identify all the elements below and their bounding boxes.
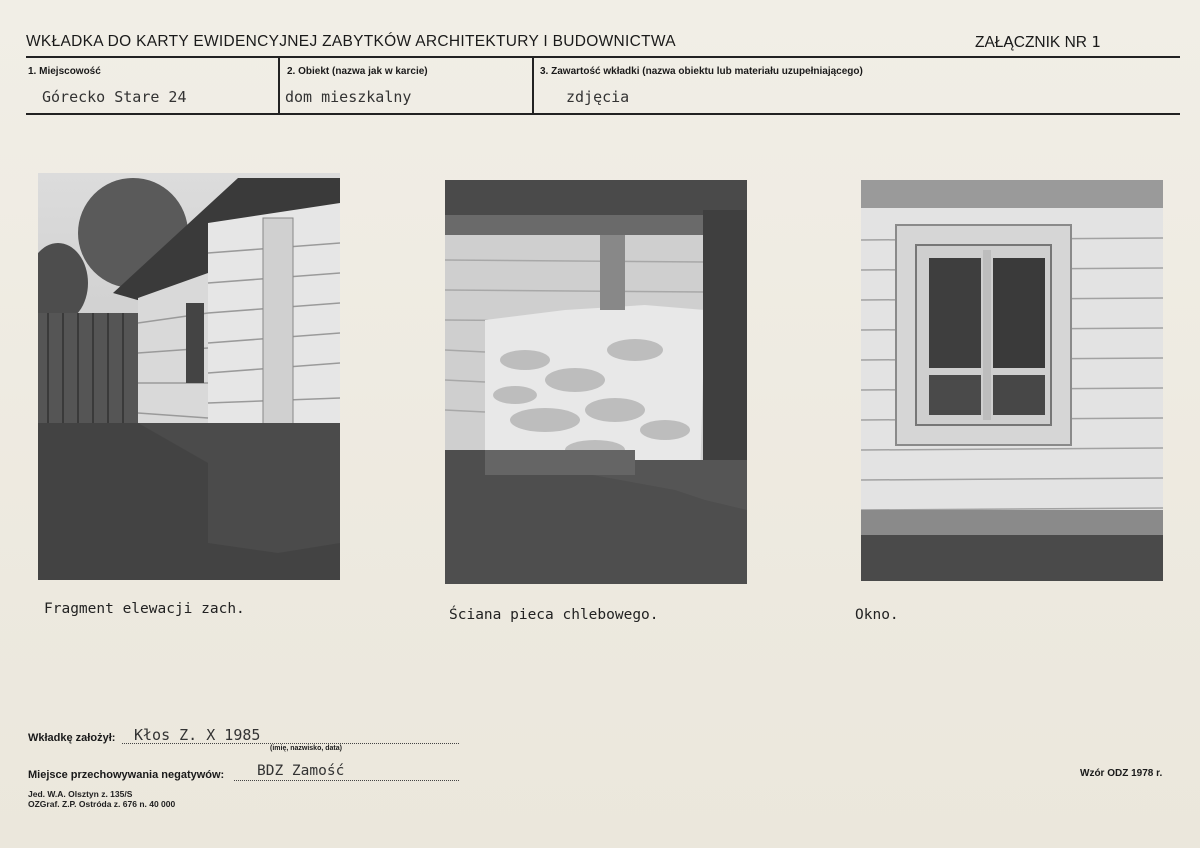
fields-bottom-rule <box>26 113 1180 115</box>
header-rule <box>26 56 1180 58</box>
photo-caption-1: Fragment elewacji zach. <box>44 601 245 617</box>
photo-window <box>861 180 1163 581</box>
photo-caption-2: Ściana pieca chlebowego. <box>449 607 659 623</box>
field-label-object: 2. Obiekt (nazwa jak w karcie) <box>287 66 428 77</box>
field-divider-1 <box>278 58 280 114</box>
field-value-content: zdjęcia <box>566 88 630 106</box>
created-by-label: Wkładkę założył: <box>28 732 116 744</box>
negatives-value: BDZ Zamość <box>257 763 345 779</box>
attachment-number: 1 <box>1091 33 1101 51</box>
created-by-hint: (imię, nazwisko, data) <box>270 745 342 752</box>
attachment-label-text: ZAŁĄCZNIK NR <box>975 34 1087 51</box>
photo-caption-3: Okno. <box>855 607 899 623</box>
printer-line-2: OZGraf. Z.P. Ostróda z. 676 n. 40 000 <box>28 799 176 809</box>
field-label-place: 1. Miejscowość <box>28 66 101 77</box>
field-label-content: 3. Zawartość wkładki (nazwa obiektu lub materiału uzupełniającego) <box>540 66 863 77</box>
field-value-place: Górecko Stare 24 <box>42 88 187 106</box>
photo-bread-oven-wall <box>445 180 747 584</box>
field-value-object: dom mieszkalny <box>285 88 412 106</box>
template-label: Wzór ODZ 1978 r. <box>1080 768 1163 779</box>
printer-line-1: Jed. W.A. Olsztyn z. 135/S <box>28 789 133 799</box>
created-by-dotline <box>122 743 459 744</box>
attachment-label <box>975 33 1101 52</box>
negatives-label: Miejsce przechowywania negatywów: <box>28 769 225 781</box>
document-title: WKŁADKA DO KARTY EWIDENCYJNEJ ZABYTKÓW ARCHITEKTURY I BUDOWNICTWA <box>26 33 676 50</box>
negatives-dotline <box>234 780 459 781</box>
field-divider-2 <box>532 58 534 114</box>
photo-west-elevation <box>38 173 340 580</box>
created-by-value: Kłos Z. X 1985 <box>134 726 261 744</box>
